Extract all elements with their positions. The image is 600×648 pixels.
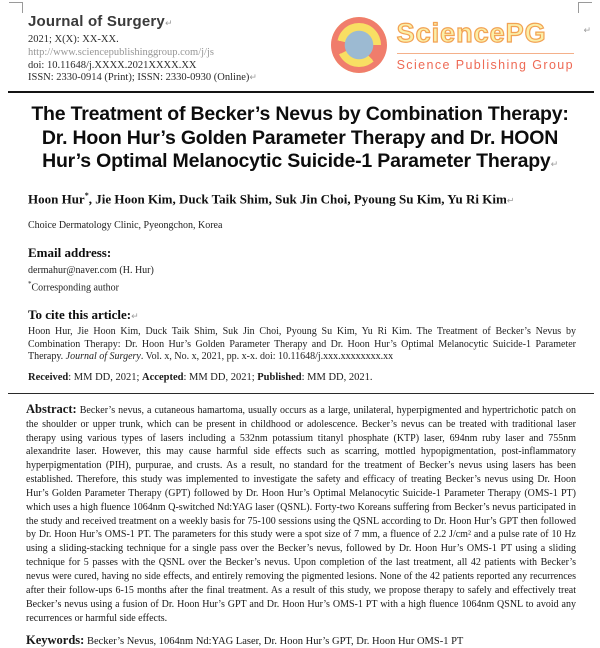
return-mark: ↵ xyxy=(164,19,173,29)
received-label: Received xyxy=(28,371,69,383)
journal-name xyxy=(28,13,257,30)
crop-mark-top-left xyxy=(9,2,23,13)
abstract-text: Becker’s nevus, a cutaneous hamartoma, usually occurs as a large, unilateral, hyperpigmented and hypertrichotic patch on the shoulder or upper trunk, which can be present in childhood or adolescence. Becker’s nevus can be treated with traditional laser therapy using various types of lasers including a 532nm potassium titanyl phosphate (KTP) laser, 694nm ruby laser and 755nm alexandrite laser. However, this may cause harmful side effects such as scarring, mottled hypopigmentation, post-inflammatory hyperpigmentation (PIH), purpurae, and crusts. As a result, no standard for the treatment of Becker’s nevus using lasers has been established. Therefore, this study was implemented to investigate the safety and efficacy of treating Becker’s nevus using Dr. Hoon Hur’s Golden Parameter Therapy (GPT) followed by Dr. Hoon Hur’s Optimal Melanocytic Suicide-1 Parameter Therapy (OMS-1 PT) which uses a high fluence 1064nm Q-switched Nd:YAG laser (QSNL). Forty-two Koreans suffering from Becker’s nevus participated in the study and received treatment on a weekly basis for 75-100 sessions using the QSNL according to Dr. Hoon Hur’s GPT then followed by Dr. Hoon Hur’s OMS-1 PT. The parameters for this study were a spot size of 7 mm, a fluence of 2.2 J/cm² and a pulse rate of 10 Hz using a sliding-stacking technique for a single pass over the Becker’s nevus, followed by Dr. Hoon Hur’s OMS-1 PT using a sliding technique for 5 passes with the QSNL over the Becker’s nevus. Upon completion of the last treatment, all 42 patients with Becker’s nevus were cured, having no side effects, and entirely removing the pigmented lesions. None of the 42 patients reported any recurrences after their follow-ups 6-15 months after the final treatment. As a result of this study, we propose therapy to safely and effectively treat Becker’s nevus using a fusion of Dr. Hoon Hur’s GPT and Dr. Hoon Hur’s OMS-1 PT with a high fluence 1064nm QSNL to avoid any recurrences or harmful side effects. xyxy=(26,404,576,624)
sciencepg-swirl-icon xyxy=(331,17,387,73)
return-mark: ↵ xyxy=(506,196,515,207)
header-divider-rule xyxy=(8,91,594,93)
published-value: : MM DD, 2021. xyxy=(301,371,373,383)
cite-article-heading xyxy=(28,307,572,323)
issn-text: ISSN: 2330-0914 (Print); ISSN: 2330-0930 (Online) xyxy=(28,72,250,84)
journal-header xyxy=(0,0,600,85)
journal-name-text: Journal of Surgery xyxy=(28,13,165,30)
email-address-heading: Email address: xyxy=(28,244,112,260)
accepted-value: : MM DD, 2021; xyxy=(183,371,258,383)
abstract-paragraph xyxy=(26,403,576,626)
corresponding-author-asterisk: * xyxy=(84,191,89,201)
citation-tail: . Vol. x, No. x, 2021, pp. x-x. doi: 10.11648/j.xxx.xxxxxxxx.xx xyxy=(140,351,394,363)
article-title-line-1: The Treatment of Becker’s Nevus by Combination Therapy: xyxy=(31,103,569,126)
paragraph-return-mark: ↵ xyxy=(583,26,591,36)
article-title-line-3 xyxy=(14,150,586,177)
article-dates-line xyxy=(28,372,572,383)
abstract-divider-rule xyxy=(8,393,594,394)
crop-mark-top-right xyxy=(578,2,592,13)
affiliation: Choice Dermatology Clinic, Pyeongchon, Korea xyxy=(28,219,223,231)
publisher-logo-text xyxy=(397,19,574,72)
article-title xyxy=(14,103,586,177)
citation-journal-italic: Journal of Surgery xyxy=(65,351,141,363)
first-author: Hoon Hur xyxy=(28,191,85,207)
return-mark: ↵ xyxy=(131,312,139,323)
journal-url[interactable]: http://www.sciencepublishinggroup.com/j/js xyxy=(28,46,214,58)
author-email[interactable]: dermahur@naver.com (H. Hur) xyxy=(28,264,154,276)
coauthors: , Jie Hoon Kim, Duck Taik Shim, Suk Jin Choi, Pyoung Su Kim, Yu Ri Kim xyxy=(88,191,507,207)
citation-paragraph xyxy=(28,326,576,364)
title-line-3-text: Hur’s Optimal Melanocytic Suicide-1 Parameter Therapy xyxy=(42,150,551,172)
publisher-logo xyxy=(331,17,574,73)
corresponding-author-note xyxy=(28,280,572,293)
published-label: Published xyxy=(257,371,302,383)
citation-text: Hoon Hur, Jie Hoon Kim, Duck Taik Shim, Suk Jin Choi, Pyoung Su Kim, Yu Ri Kim. The Treatment of Becker’s Nevus by Combination Therapy: Dr. Hoon Hur’s Golden Parameter Therapy and Dr. Hoon Hur’s Optimal Melanocytic Suicide-1 Parameter Therapy. xyxy=(28,326,576,363)
journal-doi-line: doi: 10.11648/j.XXXX.2021XXXX.XX xyxy=(28,59,197,71)
article-title-line-2: Dr. Hoon Hur’s Golden Parameter Therapy and Dr. HOON xyxy=(41,126,559,149)
corresponding-asterisk: * xyxy=(28,279,32,288)
keywords-line xyxy=(26,633,576,648)
author-list xyxy=(28,191,572,207)
publisher-tagline: Science Publishing Group xyxy=(397,53,574,72)
journal-issn-line xyxy=(28,72,257,85)
cite-heading-text: To cite this article: xyxy=(28,307,132,323)
return-mark: ↵ xyxy=(550,160,558,170)
publisher-name: SciencePG xyxy=(396,17,547,48)
keywords-text: Becker’s Nevus, 1064nm Nd:YAG Laser, Dr. Hoon Hur’s GPT, Dr. Hoon Hur OMS-1 PT xyxy=(84,636,464,648)
accepted-label: Accepted xyxy=(142,371,184,383)
abstract-label: Abstract: xyxy=(26,401,77,416)
journal-issue-line: 2021; X(X): XX-XX. xyxy=(28,34,119,45)
keywords-label: Keywords: xyxy=(26,633,85,648)
corresponding-text: Corresponding author xyxy=(31,282,119,294)
return-mark: ↵ xyxy=(249,73,257,84)
received-value: : MM DD, 2021; xyxy=(68,371,143,383)
journal-info-block xyxy=(28,13,257,85)
